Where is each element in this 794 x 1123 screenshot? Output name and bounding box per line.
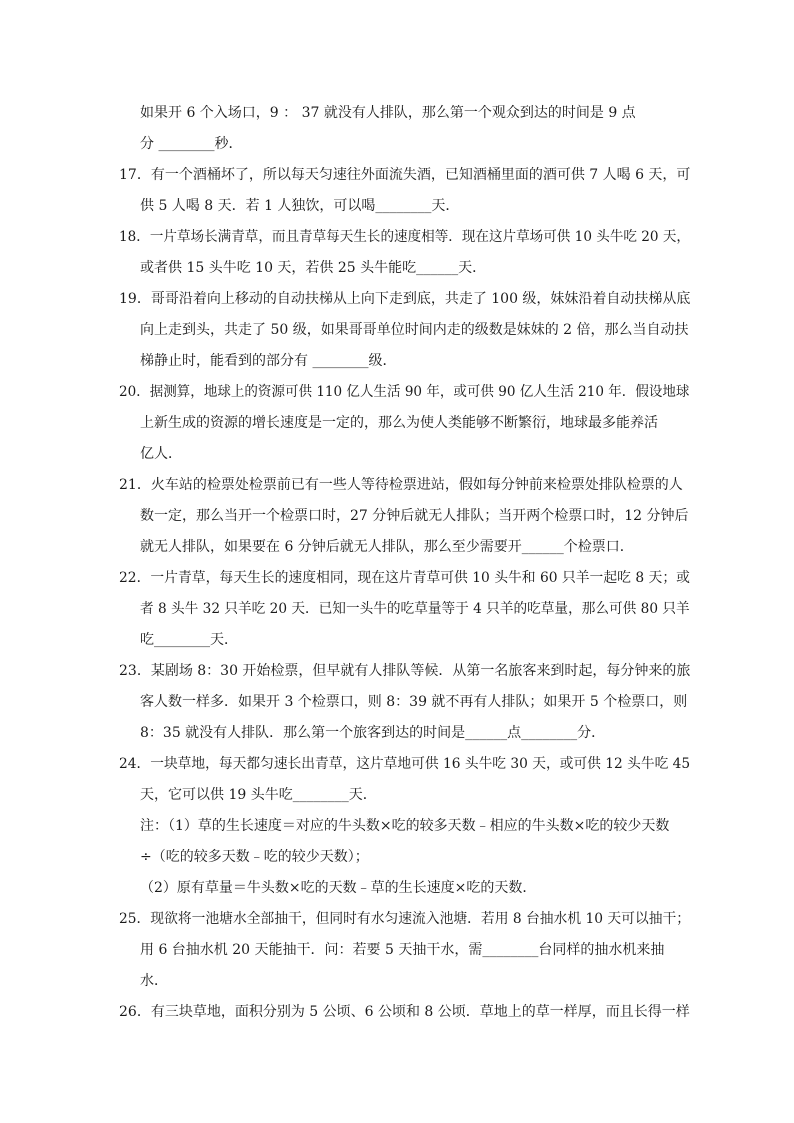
- text-line: 上新生成的资源的增长速度是一定的，那么为使人类能够不断繁衍，地球最多能养活: [140, 415, 658, 431]
- text-line: 8：35 就没有人排队．那么第一个旅客到达的时间是______点________分．: [140, 725, 606, 741]
- text-line: 23．某剧场 8：30 开始检票，但早就有人排队等候．从第一名旅客来到时起，每分钟来的旅: [119, 663, 691, 679]
- text-line: 18．一片草场长满青草，而且青草每天生长的速度相等．现在这片草场可供 10 头牛吃 20 天，: [119, 229, 690, 245]
- text-line: 亿人．: [140, 446, 182, 462]
- text-line: 24．一块草地，每天都匀速长出青草，这片草地可供 16 头牛吃 30 天，或可供 12 头牛吃 45: [119, 756, 691, 772]
- text-line: 19．哥哥沿着向上移动的自动扶梯从上向下走到底，共走了 100 级，妹妹沿着自动扶梯从底: [119, 291, 691, 307]
- text-line: 客人数一样多．如果开 3 个检票口，则 8：39 就不再有人排队；如果开 5 个检票口，则: [140, 694, 688, 710]
- text-line: 21．火车站的检票处检票前已有一些人等待检票进站，假如每分钟前来检票处排队检票的人: [119, 477, 683, 493]
- text-line: 吃________天．: [140, 632, 238, 648]
- text-line: 或者供 15 头牛吃 10 天，若供 25 头牛能吃______天．: [140, 260, 487, 276]
- text-line: ÷（吃的较多天数﹣吃的较少天数）；: [140, 849, 369, 865]
- text-line: 数一定，那么当开一个检票口时，27 分钟后就无人排队；当开两个检票口时，12 分钟后: [140, 508, 689, 524]
- text-line: 26．有三块草地，面积分别为 5 公顷、6 公顷和 8 公顷．草地上的草一样厚，而且长得一样: [119, 1004, 690, 1020]
- text-line: 水．: [140, 973, 168, 989]
- text-line: 注：（1）草的生长速度＝对应的牛头数×吃的较多天数﹣相应的牛头数×吃的较少天数: [140, 818, 670, 834]
- text-line: 向上走到头，共走了 50 级，如果哥哥单位时间内走的级数是妹妹的 2 倍，那么当自动扶: [140, 322, 689, 338]
- text-line: 20．据测算，地球上的资源可供 110 亿人生活 90 年，或可供 90 亿人生活 210 年．假设地球: [119, 384, 690, 400]
- text-line: 如果开 6 个入场口，9 ： 37 就没有人排队，那么第一个观众到达的时间是 9 点: [140, 105, 636, 121]
- text-line: 17．有一个酒桶坏了，所以每天匀速往外面流失酒，已知酒桶里面的酒可供 7 人喝 6 天，可: [119, 167, 691, 183]
- text-line: 就无人排队，如果要在 6 分钟后就无人排队，那么至少需要开______个检票口．: [140, 539, 634, 555]
- text-line: 梯静止时，能看到的部分有 ________级．: [140, 353, 397, 369]
- text-line: 供 5 人喝 8 天．若 1 人独饮，可以喝________天．: [140, 198, 460, 214]
- text-line: 者 8 头牛 32 只羊吃 20 天．已知一头牛的吃草量等于 4 只羊的吃草量，那么可供 80 只羊: [140, 601, 690, 617]
- text-line: 天，它可以供 19 头牛吃________天．: [140, 787, 377, 803]
- text-line: 25．现欲将一池塘水全部抽干，但同时有水匀速流入池塘．若用 8 台抽水机 10 天可以抽干；: [119, 911, 691, 927]
- text-line: （2）原有草量＝牛头数×吃的天数﹣草的生长速度×吃的天数．: [140, 880, 537, 896]
- text-line: 22．一片青草，每天生长的速度相同，现在这片青草可供 10 头牛和 60 只羊一起吃 8 天；或: [119, 570, 690, 586]
- text-line: 用 6 台抽水机 20 天能抽干．问：若要 5 天抽干水，需________台同样的抽水机来抽: [140, 942, 665, 958]
- text-line: 分 ________秒．: [140, 136, 243, 152]
